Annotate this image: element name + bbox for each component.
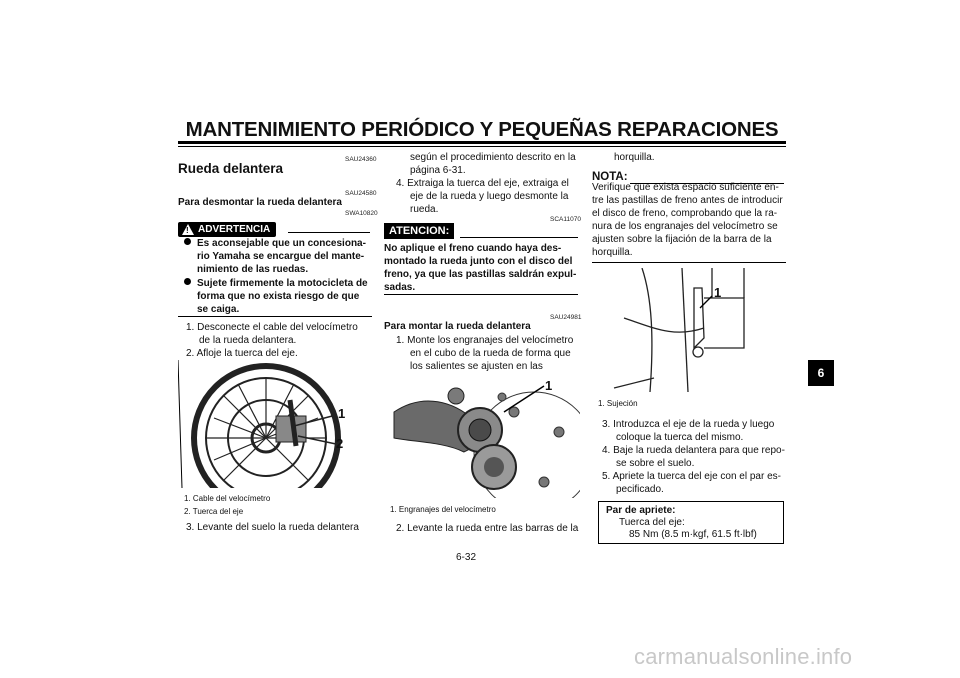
torque-item: Tuerca del eje: [619,517,685,528]
caution-rule [460,237,578,238]
caution-badge: ATENCION: [384,223,454,239]
paragraph: horquilla. [614,152,655,163]
title-rule [178,141,786,144]
figure-caption: 1. Sujeción [598,399,638,408]
ref-code: SCA11070 [550,216,581,223]
subsection-heading: Para desmontar la rueda delantera [178,197,342,208]
ref-code: SAU24981 [550,314,582,321]
warning-end-rule [178,316,372,317]
bullet-icon [184,278,191,285]
figure-callout: 1 [714,285,722,300]
subsection-heading: Para montar la rueda delantera [384,321,531,332]
figure-callout: 1 [545,378,553,393]
step: 5. Apriete la tuerca del eje con el par es- pecificado. [602,471,781,495]
torque-value: 85 Nm (8.5 m·kgf, 61.5 ft·lbf) [629,529,757,540]
step: 4. Baje la rueda delantera para que repo- se sobre el suelo. [602,445,785,469]
warning-rule [288,232,370,233]
ref-code: SWA10820 [345,210,378,217]
section-heading: Rueda delantera [178,161,284,176]
torque-label: Par de apriete: [606,505,676,516]
caution-end-rule [384,294,578,295]
note-end-rule [592,262,786,263]
warning-item: Sujete firmemente la motocicleta de forma que no exista riesgo de que se caiga. [184,277,372,316]
title-rule-thin [178,146,786,147]
page-number: 6-32 [456,552,477,563]
watermark: carmanualsonline.info [634,644,853,669]
torque-spec-box [598,501,784,544]
step: 2. Afloje la tuerca del eje. [186,348,298,359]
step: 1. Desconecte el cable del velocímetro de la rueda delantera. [186,322,358,346]
front-wheel-figure [178,360,374,488]
figure-caption: 1. Engranajes del velocímetro [390,505,496,514]
warning-item: Es aconsejable que un concesiona- rio Yamaha se encargue del mante- nimiento de las ruedas. [184,237,372,276]
step: 3. Introduzca el eje de la rueda y luego coloque la tuerca del mismo. [602,419,775,443]
note-label: NOTA: [592,171,628,183]
bullet-icon [184,238,191,245]
ref-code: SAU24360 [345,156,377,163]
step: 3. Levante del suelo la rueda delantera [186,522,359,533]
step: 2. Levante la rueda entre las barras de la [396,523,579,534]
ref-code: SAU24580 [345,190,377,197]
step: 1. Monte los engranajes del velocímetro en el cubo de la rueda de forma que los salientes se ajusten en las [396,335,574,372]
figure-callout: 2 [336,436,344,451]
fork-holder-figure [594,268,786,392]
step: 4. Extraiga la tuerca del eje, extraiga el eje de la rueda y luego desmonte la rueda. [396,178,569,215]
paragraph: según el procedimiento descrito en la página 6-31. [410,152,576,176]
caution-text: No aplique el freno cuando haya des- montado la rueda junto con el disco del freno, ya que las pastillas saldrán expul- sadas. [384,243,577,293]
note-text: Verifique que exista espacio suficiente en- tre las pastillas de freno antes de introducir el disco de freno, comprobando que la ra- nura de los engranajes del velocímetro se ajusten sobre la fijación de la barra de la horquilla. [592,182,783,258]
figure-callout: 1 [338,406,346,421]
warning-badge: ! ADVERTENCIA [178,219,276,237]
page-title: MANTENIMIENTO PERIÓDICO Y PEQUEÑAS REPARACIONES [185,118,779,141]
figure-caption: 1. Cable del velocímetro 2. Tuerca del eje [184,494,271,516]
chapter-tab[interactable]: 6 [808,360,834,386]
